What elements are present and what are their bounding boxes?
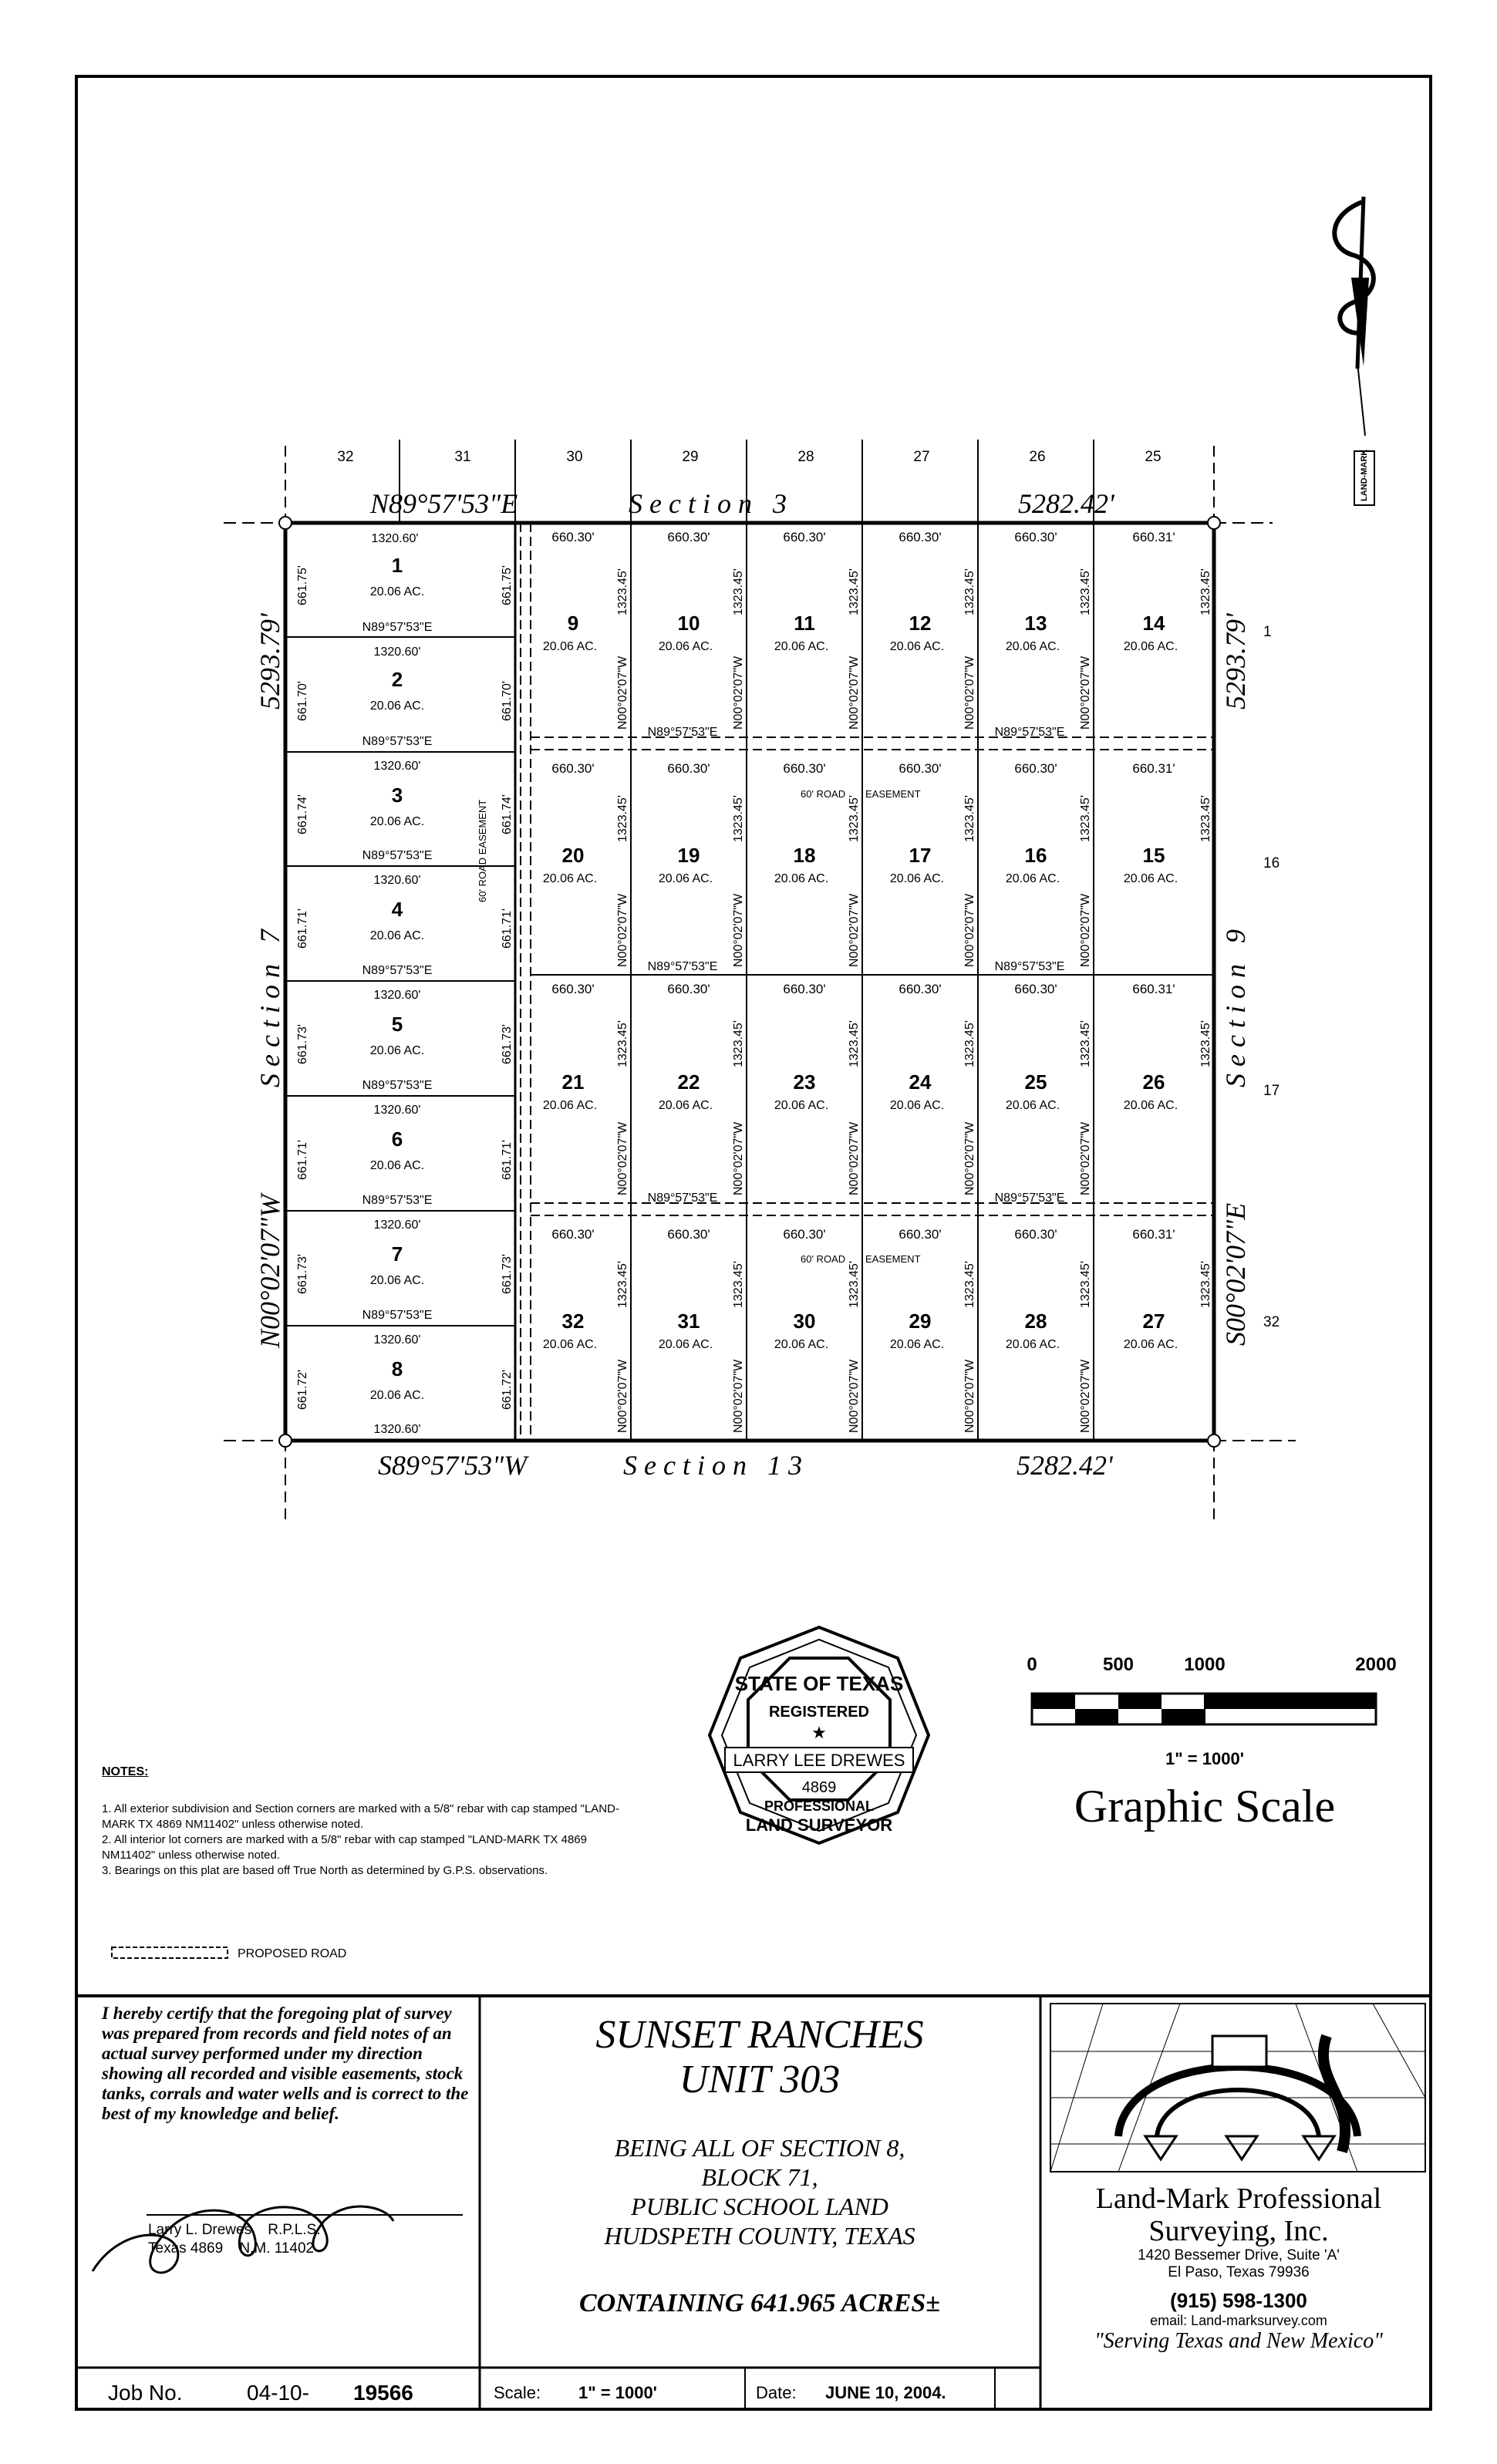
lot-number: 22 bbox=[677, 1070, 700, 1094]
lot-number: 5 bbox=[391, 1013, 403, 1036]
lot-bearing: N00°02'07"W bbox=[616, 656, 629, 730]
lot-depth: 1323.45' bbox=[848, 1020, 861, 1067]
lot-width: 660.30' bbox=[551, 530, 595, 544]
scale-ratio: 1" = 1000' bbox=[1165, 1749, 1244, 1768]
lot-width: 660.30' bbox=[899, 761, 942, 776]
date-value: JUNE 10, 2004. bbox=[825, 2383, 946, 2402]
lot-width: 660.31' bbox=[1132, 982, 1175, 996]
lot-bearing: N89°57'53"E bbox=[647, 726, 718, 739]
lot-bearing: N89°57'53"E bbox=[362, 735, 433, 748]
section-number: 28 bbox=[797, 449, 814, 465]
lot-width: 1320.60' bbox=[373, 1219, 421, 1232]
lot-width: 660.30' bbox=[1014, 982, 1057, 996]
company-phone: (915) 598-1300 bbox=[1170, 2289, 1307, 2312]
company-logo bbox=[1050, 2004, 1425, 2172]
lot-acres: 20.06 AC. bbox=[369, 929, 425, 942]
lot-depth: 1323.45' bbox=[1199, 1020, 1212, 1067]
lot-bearing: N00°02'07"W bbox=[616, 893, 629, 967]
lot-depth: 1323.45' bbox=[1079, 1261, 1092, 1308]
lot-number: 6 bbox=[391, 1128, 403, 1151]
lot-depth: 1323.45' bbox=[1199, 1261, 1212, 1308]
lot-number: 11 bbox=[794, 612, 815, 635]
section-number: 16 bbox=[1263, 855, 1280, 871]
section-number: 31 bbox=[454, 449, 471, 465]
lot-width: 1320.60' bbox=[371, 532, 419, 545]
scale-tick: 500 bbox=[1102, 1654, 1135, 1675]
lot-acres: 20.06 AC. bbox=[369, 1159, 425, 1172]
west-section-label: S e c t i o n 7 bbox=[255, 929, 285, 1087]
surveyor-seal bbox=[710, 1627, 929, 1843]
north-distance: 5282.42' bbox=[1018, 488, 1114, 519]
lot-width: 1320.60' bbox=[373, 1333, 421, 1347]
lot-depth: 1323.45' bbox=[963, 568, 976, 615]
west-distance: 5293.79' bbox=[255, 613, 285, 710]
lot-depth: 1323.45' bbox=[963, 1020, 976, 1067]
lot-depth: 1323.45' bbox=[848, 1261, 861, 1308]
surveyor-rpls: R.P.L.S. bbox=[268, 2222, 321, 2238]
north-arrow-icon bbox=[1334, 197, 1374, 436]
lot-number: 28 bbox=[1024, 1310, 1047, 1333]
lot-number: 19 bbox=[677, 844, 700, 867]
lot-width: 1320.60' bbox=[373, 989, 421, 1002]
lot-depth: 1323.45' bbox=[848, 795, 861, 842]
lot-acres: 20.06 AC. bbox=[1123, 1338, 1178, 1351]
company-email: email: Land-marksurvey.com bbox=[1150, 2313, 1327, 2328]
lot-bearing: N89°57'53"E bbox=[994, 726, 1065, 739]
lot-number: 23 bbox=[793, 1070, 816, 1094]
lot-acres: 20.06 AC. bbox=[1123, 1099, 1178, 1112]
lot-depth: 661.74' bbox=[501, 794, 514, 834]
title-line-2: UNIT 303 bbox=[679, 2058, 841, 2102]
lot-number: 21 bbox=[561, 1070, 585, 1094]
desc-line: HUDSPETH COUNTY, TEXAS bbox=[604, 2222, 915, 2250]
lot-width: 1320.60' bbox=[373, 760, 421, 773]
lot-acres: 20.06 AC. bbox=[774, 1338, 829, 1351]
scale-ticks bbox=[1027, 1654, 1396, 1675]
lot-number: 18 bbox=[793, 844, 816, 867]
lot-depth: 1323.45' bbox=[616, 795, 629, 842]
lot-bearing: N89°57'53"E bbox=[994, 960, 1065, 973]
lot-depth: 661.75' bbox=[501, 565, 514, 605]
lot-number: 16 bbox=[1024, 844, 1047, 867]
lot-acres: 20.06 AC. bbox=[889, 872, 945, 885]
seal-name: LARRY LEE DREWES bbox=[733, 1751, 905, 1770]
lot-acres: 20.06 AC. bbox=[369, 815, 425, 828]
lot-depth: 1323.45' bbox=[732, 795, 745, 842]
lot-bearing: N00°02'07"W bbox=[848, 1121, 861, 1195]
lot-depth: 661.70' bbox=[296, 681, 309, 721]
lot-number: 26 bbox=[1142, 1070, 1165, 1094]
south-bearing: S89°57'53"W bbox=[378, 1450, 528, 1481]
section-number: 30 bbox=[566, 449, 583, 465]
lot-depth: 1323.45' bbox=[1199, 795, 1212, 842]
lot-depth: 1323.45' bbox=[616, 568, 629, 615]
lot-width: 660.30' bbox=[667, 1227, 710, 1242]
lot-number: 29 bbox=[909, 1310, 932, 1333]
company-block bbox=[1046, 2183, 1431, 2354]
section-number: 32 bbox=[337, 449, 354, 465]
north-section-label: S e c t i o n 3 bbox=[629, 488, 787, 519]
lot-acres: 20.06 AC. bbox=[774, 872, 829, 885]
scale-tick: 1000 bbox=[1184, 1654, 1226, 1675]
note-item: 1. All exterior subdivision and Section corners are marked with a 5/8" rebar with cap stamped "LAND-MARK TX 4869 NM11402" unless otherwise noted. bbox=[102, 1802, 619, 1831]
lot-acres: 20.06 AC. bbox=[369, 699, 425, 713]
lot-depth: 661.73' bbox=[296, 1254, 309, 1294]
surveyor-line-2 bbox=[148, 2240, 321, 2258]
lot-acres: 20.06 AC. bbox=[774, 1099, 829, 1112]
lot-width: 660.30' bbox=[899, 982, 942, 996]
lot-depth: 661.72' bbox=[296, 1370, 309, 1410]
lot-bearing: N89°57'53"E bbox=[994, 1192, 1065, 1205]
lot-number: 10 bbox=[677, 612, 700, 635]
lot-width: 660.30' bbox=[783, 1227, 826, 1242]
lot-depth: 1323.45' bbox=[732, 1261, 745, 1308]
lot-width: 1320.60' bbox=[373, 1104, 421, 1117]
lot-depth: 1323.45' bbox=[1199, 568, 1212, 615]
lot-depth: 661.72' bbox=[501, 1370, 514, 1410]
lot-width: 660.31' bbox=[1132, 530, 1175, 544]
lot-depth: 1323.45' bbox=[732, 1020, 745, 1067]
lot-width: 660.30' bbox=[551, 761, 595, 776]
scale-bar bbox=[1032, 1694, 1376, 1724]
lot-bearing: N00°02'07"W bbox=[848, 656, 861, 730]
desc-line: BLOCK 71, bbox=[701, 2163, 818, 2191]
lot-bearing: N00°02'07"W bbox=[848, 893, 861, 967]
note-item: 2. All interior lot corners are marked with a 5/8" rebar with cap stamped "LAND-MARK TX 4869 NM11402" unless otherwise noted. bbox=[102, 1833, 587, 1862]
lot-acres: 20.06 AC. bbox=[889, 640, 945, 653]
lot-bearing: N00°02'07"W bbox=[616, 1359, 629, 1433]
lot-number: 27 bbox=[1142, 1310, 1165, 1333]
lot-bearing: N00°02'07"W bbox=[1079, 1359, 1092, 1433]
lot-bearing: N89°57'53"E bbox=[362, 1309, 433, 1322]
section-number: 32 bbox=[1263, 1314, 1280, 1330]
section-number: 1 bbox=[1263, 624, 1272, 640]
subdivision-title-block bbox=[486, 2013, 1033, 2318]
lot-depth: 661.74' bbox=[296, 794, 309, 834]
south-section-label: S e c t i o n 1 3 bbox=[623, 1450, 802, 1481]
scale-tick: 0 bbox=[1027, 1654, 1037, 1675]
lot-acres: 20.06 AC. bbox=[774, 640, 829, 653]
scale-value: 1" = 1000' bbox=[578, 2383, 657, 2402]
seal-state: STATE OF TEXAS bbox=[734, 1672, 904, 1695]
lot-width: 1320.60' bbox=[373, 874, 421, 887]
lot-depth: 661.73' bbox=[501, 1024, 514, 1064]
lot-bearing: N00°02'07"W bbox=[732, 893, 745, 967]
easement-label: EASEMENT bbox=[865, 788, 921, 800]
job-prefix: 04-10- bbox=[247, 2381, 309, 2405]
lot-number: 15 bbox=[1142, 844, 1165, 867]
east-distance: 5293.79' bbox=[1220, 613, 1251, 710]
lot-bearing: N00°02'07"W bbox=[963, 656, 976, 730]
lot-bearing: N00°02'07"W bbox=[1079, 893, 1092, 967]
lot-acres: 20.06 AC. bbox=[658, 1099, 713, 1112]
surveyor-name: Larry L. Drewes, bbox=[148, 2222, 256, 2238]
lot-acres: 20.06 AC. bbox=[1123, 872, 1178, 885]
easement-label: EASEMENT bbox=[865, 1253, 921, 1265]
lot-bearing: N00°02'07"W bbox=[1079, 656, 1092, 730]
lot-acres: 20.06 AC. bbox=[658, 1338, 713, 1351]
lot-depth: 1323.45' bbox=[848, 568, 861, 615]
lot-acres: 20.06 AC. bbox=[369, 585, 425, 598]
scale-title: Graphic Scale bbox=[1074, 1781, 1336, 1832]
lot-number: 32 bbox=[561, 1310, 585, 1333]
section-number: 25 bbox=[1145, 449, 1162, 465]
lot-width: 660.30' bbox=[783, 530, 826, 544]
lot-width: 660.30' bbox=[667, 761, 710, 776]
lot-acres: 20.06 AC. bbox=[889, 1099, 945, 1112]
landmark-badge-text: LAND-MARK bbox=[1360, 449, 1369, 501]
lot-acres: 20.06 AC. bbox=[1005, 1338, 1060, 1351]
title-description bbox=[486, 2133, 1033, 2250]
section-number: 29 bbox=[682, 449, 699, 465]
lot-bearing: N00°02'07"W bbox=[963, 893, 976, 967]
lot-bearing: N89°57'53"E bbox=[362, 1194, 433, 1207]
scale-label: Scale: bbox=[494, 2383, 541, 2402]
lot-width: 660.30' bbox=[899, 1227, 942, 1242]
lot-number: 31 bbox=[677, 1310, 700, 1333]
section-number: 26 bbox=[1029, 449, 1046, 465]
seal-registered: REGISTERED bbox=[768, 1704, 870, 1721]
easement-label: 60' ROAD bbox=[801, 788, 846, 800]
lot-acres: 20.06 AC. bbox=[369, 1274, 425, 1287]
lot-number: 7 bbox=[391, 1242, 403, 1266]
lot-width: 1320.60' bbox=[373, 645, 421, 659]
lot-depth: 1323.45' bbox=[1079, 568, 1092, 615]
lot-acres: 20.06 AC. bbox=[889, 1338, 945, 1351]
grid-lots bbox=[543, 530, 1212, 1433]
surveyor-signature-block bbox=[148, 2221, 321, 2258]
lot-bearing: N00°02'07"W bbox=[963, 1359, 976, 1433]
vertical-easement-label: 60' ROAD EASEMENT bbox=[477, 799, 488, 902]
lot-number: 9 bbox=[567, 612, 579, 635]
lot-acres: 20.06 AC. bbox=[542, 640, 598, 653]
lot-number: 12 bbox=[909, 612, 932, 635]
lot-number: 3 bbox=[391, 784, 403, 807]
north-bearing: N89°57'53"E bbox=[370, 488, 518, 519]
lot-width: 660.31' bbox=[1132, 1227, 1175, 1242]
lot-depth: 661.71' bbox=[501, 908, 514, 949]
lot-number: 24 bbox=[909, 1070, 932, 1094]
desc-line: PUBLIC SCHOOL LAND bbox=[631, 2193, 888, 2220]
lot-bearing: N00°02'07"W bbox=[848, 1359, 861, 1433]
lot-number: 1 bbox=[391, 554, 403, 577]
lot-bearing: N89°57'53"E bbox=[362, 964, 433, 977]
lot-width: 660.30' bbox=[667, 982, 710, 996]
lot-number: 14 bbox=[1142, 612, 1165, 635]
lot-acres: 20.06 AC. bbox=[542, 1099, 598, 1112]
job-label: Job No. bbox=[108, 2381, 183, 2405]
lot-bearing: N00°02'07"W bbox=[616, 1121, 629, 1195]
section-number: 27 bbox=[913, 449, 930, 465]
lot-acres: 20.06 AC. bbox=[542, 1338, 598, 1351]
lot-number: 8 bbox=[391, 1357, 403, 1380]
surveyor-line-1 bbox=[148, 2221, 321, 2240]
lot-width: 660.30' bbox=[783, 761, 826, 776]
east-section-label: S e c t i o n 9 bbox=[1220, 929, 1251, 1087]
west-lots bbox=[362, 532, 433, 1436]
company-name: Land-Mark Professional bbox=[1095, 2183, 1382, 2215]
lot-bearing: N00°02'07"W bbox=[1079, 1121, 1092, 1195]
lot-width: 660.30' bbox=[667, 530, 710, 544]
lot-depth: 1323.45' bbox=[616, 1020, 629, 1067]
section-numbers-top bbox=[337, 449, 1161, 465]
lot-number: 20 bbox=[561, 844, 585, 867]
lot-acres: 20.06 AC. bbox=[369, 1044, 425, 1057]
lot-width: 660.30' bbox=[899, 530, 942, 544]
seal-star-icon: ★ bbox=[811, 1723, 827, 1742]
lot-bearing: N89°57'53"E bbox=[647, 960, 718, 973]
company-name-2: Surveying, Inc. bbox=[1148, 2215, 1329, 2247]
title-acres: CONTAINING 641.965 ACRES± bbox=[579, 2289, 940, 2317]
seal-surveyor: LAND SURVEYOR bbox=[745, 1815, 893, 1835]
lot-acres: 20.06 AC. bbox=[1005, 640, 1060, 653]
lot-depth: 661.71' bbox=[501, 1140, 514, 1180]
lot-bearing: N00°02'07"W bbox=[732, 1359, 745, 1433]
lot-width: 660.31' bbox=[1132, 761, 1175, 776]
lot-acres: 20.06 AC. bbox=[542, 872, 598, 885]
lot-depth: 1323.45' bbox=[963, 795, 976, 842]
lot-depth: 1323.45' bbox=[1079, 1020, 1092, 1067]
notes-block bbox=[102, 1765, 634, 1879]
lot-number: 17 bbox=[909, 844, 932, 867]
date-label: Date: bbox=[756, 2383, 797, 2402]
lot-depth: 661.70' bbox=[501, 681, 514, 721]
lot-bearing: N89°57'53"E bbox=[647, 1192, 718, 1205]
lot-acres: 20.06 AC. bbox=[369, 1389, 425, 1402]
lot-depth: 661.71' bbox=[296, 1140, 309, 1180]
lot-depth: 1323.45' bbox=[1079, 795, 1092, 842]
lot-depth: 661.73' bbox=[501, 1254, 514, 1294]
lot-depth: 1323.45' bbox=[732, 568, 745, 615]
lot-acres: 20.06 AC. bbox=[1005, 872, 1060, 885]
lot-lines bbox=[285, 523, 1214, 1441]
lot-bearing: N89°57'53"E bbox=[362, 621, 433, 634]
south-distance: 5282.42' bbox=[1017, 1450, 1113, 1481]
lot-number: 30 bbox=[793, 1310, 816, 1333]
section-number: 17 bbox=[1263, 1083, 1280, 1099]
seal-number: 4869 bbox=[801, 1779, 837, 1796]
company-address: 1420 Bessemer Drive, Suite 'A' bbox=[1138, 2247, 1340, 2263]
lot-bearing: N00°02'07"W bbox=[732, 1121, 745, 1195]
lot-acres: 20.06 AC. bbox=[658, 640, 713, 653]
note-item: 3. Bearings on this plat are based off True North as determined by G.P.S. observations. bbox=[102, 1864, 548, 1877]
lot-width: 660.30' bbox=[1014, 530, 1057, 544]
seal-professional: PROFESSIONAL bbox=[764, 1798, 875, 1814]
lot-depth: 661.75' bbox=[296, 565, 309, 605]
lot-width: 660.30' bbox=[551, 1227, 595, 1242]
lot-bearing: N00°02'07"W bbox=[732, 656, 745, 730]
lot-depth: 1323.45' bbox=[616, 1261, 629, 1308]
proposed-road-swatch bbox=[112, 1947, 228, 1958]
scale-tick: 2000 bbox=[1355, 1654, 1397, 1675]
lot-number: 4 bbox=[391, 898, 403, 921]
lot-bearing: N89°57'53"E bbox=[362, 1079, 433, 1092]
lot-bearing: N00°02'07"W bbox=[963, 1121, 976, 1195]
section-numbers-right bbox=[1263, 624, 1280, 1330]
certification-text: I hereby certify that the foregoing plat of survey was prepared from records and field notes of an actual survey performed under my direction showing all recorded and visible easements, stock tanks, corrals and water wells and is correct to the best of my knowledge and belief. bbox=[102, 2004, 469, 2123]
lot-bearing: N89°57'53"E bbox=[362, 849, 433, 862]
west-bearing: N00°02'07"W bbox=[255, 1194, 285, 1348]
surveyor-nm: N.M. 11402 bbox=[239, 2240, 315, 2257]
job-number: 19566 bbox=[353, 2381, 413, 2405]
company-slogan: "Serving Texas and New Mexico" bbox=[1094, 2329, 1383, 2353]
lot-acres: 20.06 AC. bbox=[658, 872, 713, 885]
lot-depth: 1323.45' bbox=[963, 1261, 976, 1308]
lot-width: 1320.60' bbox=[373, 1423, 421, 1436]
desc-line: BEING ALL OF SECTION 8, bbox=[614, 2134, 905, 2162]
lot-width: 660.30' bbox=[551, 982, 595, 996]
lot-acres: 20.06 AC. bbox=[1123, 640, 1178, 653]
title-line-1: SUNSET RANCHES bbox=[595, 2013, 924, 2057]
company-city: El Paso, Texas 79936 bbox=[1168, 2264, 1310, 2280]
lot-width: 660.30' bbox=[783, 982, 826, 996]
lot-depth: 661.73' bbox=[296, 1024, 309, 1064]
surveyor-texas: Texas 4869 bbox=[148, 2240, 224, 2257]
lot-acres: 20.06 AC. bbox=[1005, 1099, 1060, 1112]
lot-number: 25 bbox=[1024, 1070, 1047, 1094]
lot-width: 660.30' bbox=[1014, 761, 1057, 776]
easement-label: 60' ROAD bbox=[801, 1253, 846, 1265]
lot-depth: 661.71' bbox=[296, 908, 309, 949]
notes-heading: NOTES: bbox=[102, 1765, 149, 1778]
lot-number: 2 bbox=[391, 668, 403, 691]
lot-number: 13 bbox=[1024, 612, 1047, 635]
east-bearing: S00°02'07"E bbox=[1220, 1202, 1251, 1346]
lot-width: 660.30' bbox=[1014, 1227, 1057, 1242]
proposed-road-label: PROPOSED ROAD bbox=[238, 1947, 347, 1960]
